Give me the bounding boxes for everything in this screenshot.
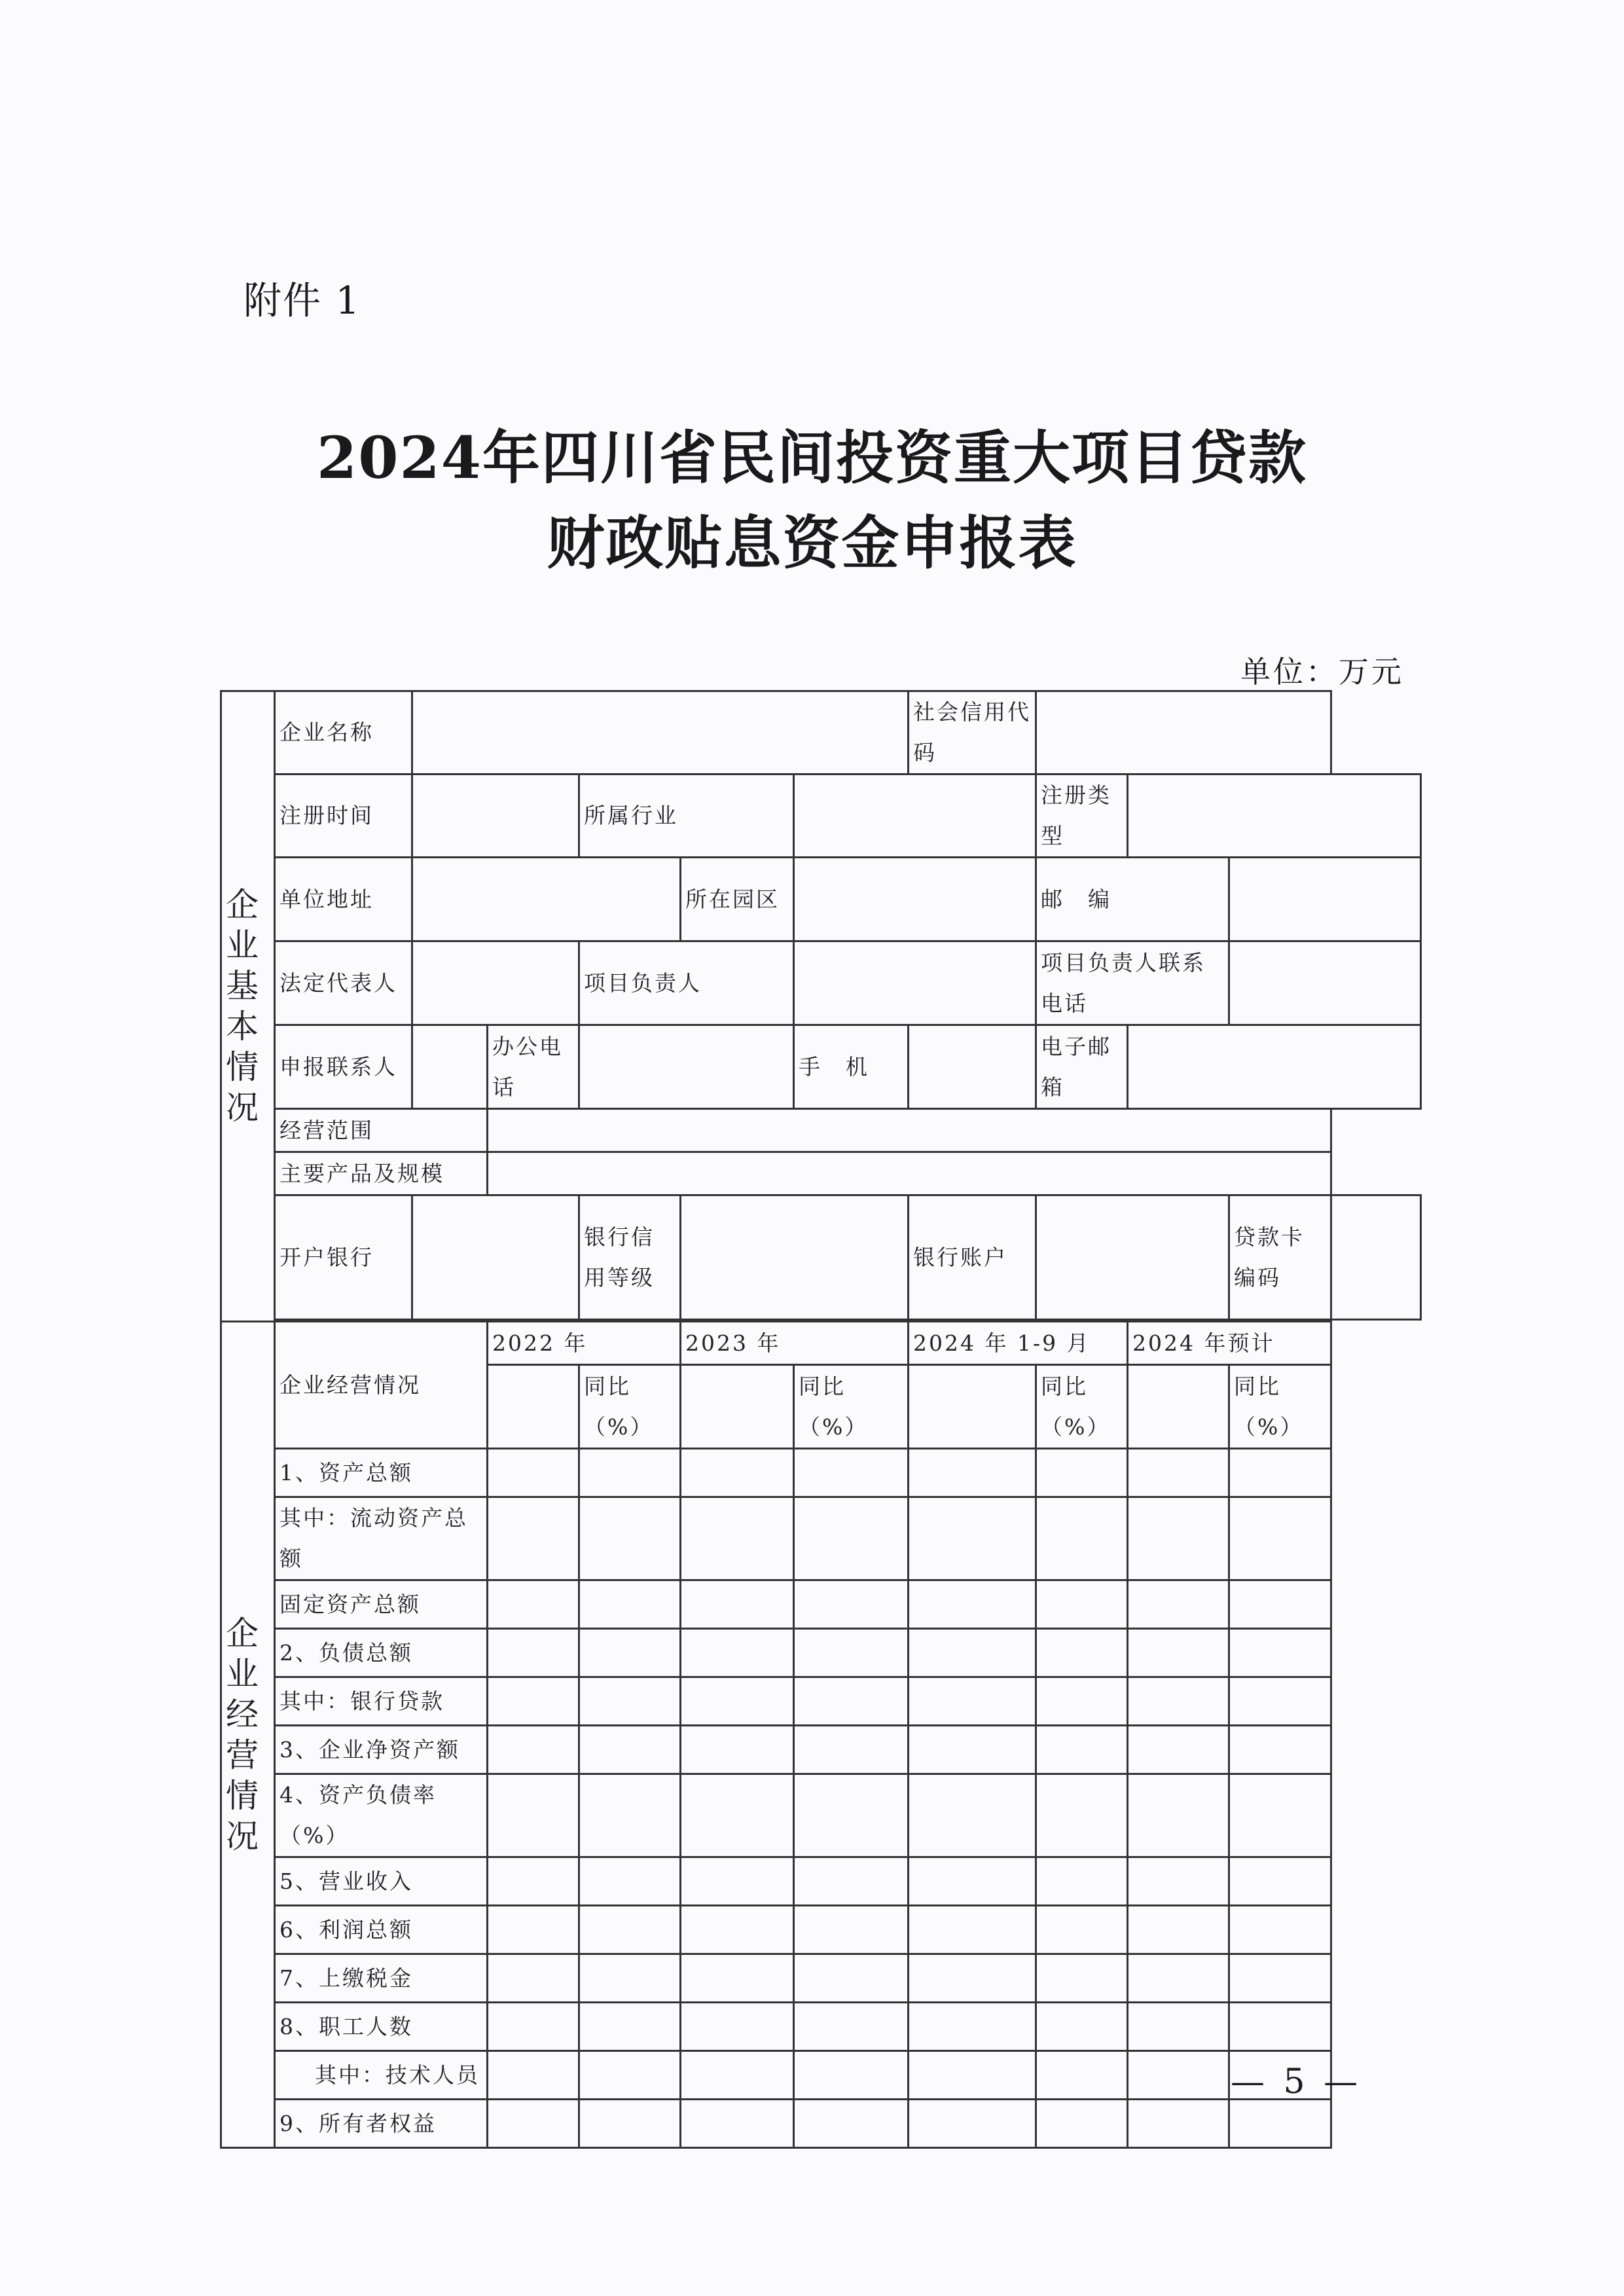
yoy-2024-q3-header: 同比（%） [1036,1365,1128,1449]
contact-field[interactable] [412,1025,488,1109]
loan-card-field[interactable] [1331,1195,1421,1320]
cell[interactable] [1229,1774,1331,1857]
cell[interactable] [488,2003,579,2051]
cell[interactable] [1128,1906,1229,1954]
reg-type-field[interactable] [1128,774,1421,858]
cell[interactable] [681,2100,794,2148]
cell[interactable] [1229,1954,1331,2003]
cell[interactable] [1036,1954,1128,2003]
address-label: 单位地址 [275,858,412,941]
cell[interactable] [794,1906,909,1954]
cell[interactable] [681,1497,794,1580]
value-2024-q3-header [909,1365,1036,1449]
cell[interactable] [909,2003,1036,2051]
cell[interactable] [1229,1857,1331,1906]
operation-header-label: 企业经营情况 [275,1322,488,1449]
bank-credit-label: 银行信用等级 [579,1195,681,1320]
table-row [221,1497,1421,1580]
cell[interactable] [579,2003,681,2051]
table-row [221,2003,1421,2051]
cell[interactable] [794,1726,909,1774]
table-row [221,1629,1421,1677]
leader-phone-label: 项目负责人联系电话 [1036,941,1229,1025]
yoy-2022-header: 同比（%） [579,1365,681,1449]
credit-code-label: 社会信用代码 [909,691,1036,774]
mobile-field[interactable] [909,1025,1036,1109]
cell[interactable] [1128,1726,1229,1774]
yoy-2023-header: 同比（%） [794,1365,909,1449]
row-label: 1、资产总额 [275,1449,488,1497]
cell[interactable] [681,1857,794,1906]
cell[interactable] [1036,2100,1128,2148]
legal-rep-label: 法定代表人 [275,941,412,1025]
products-label: 主要产品及规模 [275,1152,488,1195]
cell[interactable] [1128,1857,1229,1906]
office-phone-field[interactable] [579,1025,794,1109]
cell[interactable] [794,1677,909,1726]
cell[interactable] [909,1580,1036,1629]
row-label: 8、职工人数 [275,2003,488,2051]
row-label: 6、利润总额 [275,1906,488,1954]
bank-field[interactable] [412,1195,579,1320]
table-row [221,1726,1421,1774]
credit-code-field[interactable] [1036,691,1331,774]
unit-label: 单位：万元 [1240,654,1404,689]
form-title-line-2: 财政贴息资金申报表 [547,509,1077,577]
reg-type-label: 注册类型 [1036,774,1128,858]
cell[interactable] [1128,2051,1229,2100]
cell[interactable] [1036,1449,1128,1497]
cell[interactable] [579,2100,681,2148]
value-2023-header [681,1365,794,1449]
basic-section-label: 企 业 基 本 情 况 [221,691,275,1322]
row-label: 7、上缴税金 [275,1954,488,2003]
cell[interactable] [909,1774,1036,1857]
cell[interactable] [579,1580,681,1629]
table-row [221,1857,1421,1906]
email-field[interactable] [1128,1025,1421,1109]
cell[interactable] [488,2051,579,2100]
cell[interactable] [909,1449,1036,1497]
cell[interactable] [1128,1954,1229,2003]
cell[interactable] [794,1629,909,1677]
cell[interactable] [1128,2100,1229,2148]
park-label: 所在园区 [681,858,794,941]
cell[interactable] [794,2100,909,2148]
cell[interactable] [794,1580,909,1629]
scope-label: 经营范围 [275,1109,488,1152]
cell[interactable] [1229,1906,1331,1954]
cell[interactable] [1036,1580,1128,1629]
scope-field[interactable] [488,1109,1331,1152]
cell[interactable] [1128,1629,1229,1677]
cell[interactable] [1036,1497,1128,1580]
industry-label: 所属行业 [579,774,794,858]
cell[interactable] [579,1497,681,1580]
bank-account-field[interactable] [1036,1195,1229,1320]
cell[interactable] [488,1857,579,1906]
yoy-2024-forecast-header: 同比（%） [1229,1365,1331,1449]
row-label: 2、负债总额 [275,1629,488,1677]
cell[interactable] [1036,1857,1128,1906]
cell[interactable] [1229,2100,1331,2148]
cell[interactable] [579,1449,681,1497]
cell[interactable] [1128,1497,1229,1580]
attachment-label: 附件 1 [244,278,361,323]
row-label: 9、所有者权益 [275,2100,488,2148]
cell[interactable] [579,1906,681,1954]
row-label: 5、营业收入 [275,1857,488,1906]
park-field[interactable] [794,858,1036,941]
cell[interactable] [794,1857,909,1906]
cell[interactable] [488,1677,579,1726]
cell[interactable] [794,1774,909,1857]
cell[interactable] [579,1726,681,1774]
cell[interactable] [488,1629,579,1677]
cell[interactable] [1128,1677,1229,1726]
row-label: 3、企业净资产额 [275,1726,488,1774]
cell[interactable] [1229,2003,1331,2051]
year-2022-header: 2022 年 [488,1322,681,1365]
year-2024-forecast-header: 2024 年预计 [1128,1322,1331,1365]
cell[interactable] [794,1449,909,1497]
cell[interactable] [794,2051,909,2100]
cell[interactable] [681,2051,794,2100]
leader-phone-field[interactable] [1229,941,1421,1025]
cell[interactable] [1128,1580,1229,1629]
cell[interactable] [1036,1629,1128,1677]
company-name-field[interactable] [412,691,909,774]
cell[interactable] [488,1906,579,1954]
table-row [221,1677,1421,1726]
cell[interactable] [681,1580,794,1629]
postcode-label: 邮 编 [1036,858,1229,941]
cell[interactable] [681,2003,794,2051]
row-label: 固定资产总额 [275,1580,488,1629]
cell[interactable] [579,1629,681,1677]
cell[interactable] [488,1449,579,1497]
cell[interactable] [909,1954,1036,2003]
cell[interactable] [1036,1906,1128,1954]
row-label: 其中：技术人员 [275,2051,488,2100]
cell[interactable] [579,1774,681,1857]
bank-label: 开户银行 [275,1195,412,1320]
cell[interactable] [1036,2003,1128,2051]
reg-time-label: 注册时间 [275,774,412,858]
mobile-label: 手 机 [794,1025,909,1109]
table-row [221,2100,1421,2148]
cell[interactable] [909,1677,1036,1726]
contact-label: 申报联系人 [275,1025,412,1109]
cell[interactable] [681,1629,794,1677]
cell[interactable] [1229,1677,1331,1726]
operation-section-label: 企 业 经 营 情 况 [221,1322,275,2148]
bank-credit-field[interactable] [681,1195,909,1320]
value-2024-forecast-header [1128,1365,1229,1449]
cell[interactable] [909,1726,1036,1774]
cell[interactable] [579,2051,681,2100]
cell[interactable] [681,1677,794,1726]
bank-account-label: 银行账户 [909,1195,1036,1320]
cell[interactable] [579,1857,681,1906]
value-2022-header [488,1365,579,1449]
year-2023-header: 2023 年 [681,1322,909,1365]
cell[interactable] [909,2100,1036,2148]
reg-time-field[interactable] [412,774,579,858]
email-label: 电子邮箱 [1036,1025,1128,1109]
row-label: 4、资产负债率（%） [275,1774,488,1857]
cell[interactable] [488,1580,579,1629]
cell[interactable] [1229,1449,1331,1497]
application-form-table [220,690,1422,2149]
postcode-field[interactable] [1229,858,1421,941]
cell[interactable] [794,2003,909,2051]
company-name-label: 企业名称 [275,691,412,774]
cell[interactable] [909,1906,1036,1954]
cell[interactable] [1229,1497,1331,1580]
row-label: 其中：银行贷款 [275,1677,488,1726]
cell[interactable] [1229,1726,1331,1774]
year-2024-q3-header: 2024 年 1-9 月 [909,1322,1128,1365]
cell[interactable] [681,1726,794,1774]
cell[interactable] [1036,1726,1128,1774]
page-number: — 5 — [1231,2062,1362,2102]
project-leader-label: 项目负责人 [579,941,794,1025]
cell[interactable] [681,1774,794,1857]
industry-field[interactable] [794,774,1036,858]
cell[interactable] [909,1497,1036,1580]
cell[interactable] [488,1954,579,2003]
cell[interactable] [909,2051,1036,2100]
cell[interactable] [1128,1449,1229,1497]
cell[interactable] [681,1449,794,1497]
table-row [221,1580,1421,1629]
cell[interactable] [794,1954,909,2003]
loan-card-label: 贷款卡编码 [1229,1195,1331,1320]
address-field[interactable] [412,858,681,941]
table-row [221,1449,1421,1497]
cell[interactable] [794,1497,909,1580]
cell[interactable] [1036,1774,1128,1857]
cell[interactable] [1036,1677,1128,1726]
cell[interactable] [1036,2051,1128,2100]
cell[interactable] [909,1857,1036,1906]
cell[interactable] [909,1629,1036,1677]
project-leader-field[interactable] [794,941,1036,1025]
table-row [221,1906,1421,1954]
cell[interactable] [488,1497,579,1580]
legal-rep-field[interactable] [412,941,579,1025]
row-label: 其中：流动资产总额 [275,1497,488,1580]
cell[interactable] [488,2100,579,2148]
cell[interactable] [579,1677,681,1726]
cell[interactable] [1229,1580,1331,1629]
cell[interactable] [488,1726,579,1774]
cell[interactable] [579,1954,681,2003]
cell[interactable] [1229,1629,1331,1677]
office-phone-label: 办公电话 [488,1025,579,1109]
table-row [221,1774,1421,1857]
table-row [221,1954,1421,2003]
cell[interactable] [488,1774,579,1857]
cell[interactable] [1128,1774,1229,1857]
products-field[interactable] [488,1152,1331,1195]
cell[interactable] [1128,2003,1229,2051]
form-title-line-1: 2024年四川省民间投资重大项目贷款 [317,424,1307,492]
cell[interactable] [681,1954,794,2003]
cell[interactable] [681,1906,794,1954]
